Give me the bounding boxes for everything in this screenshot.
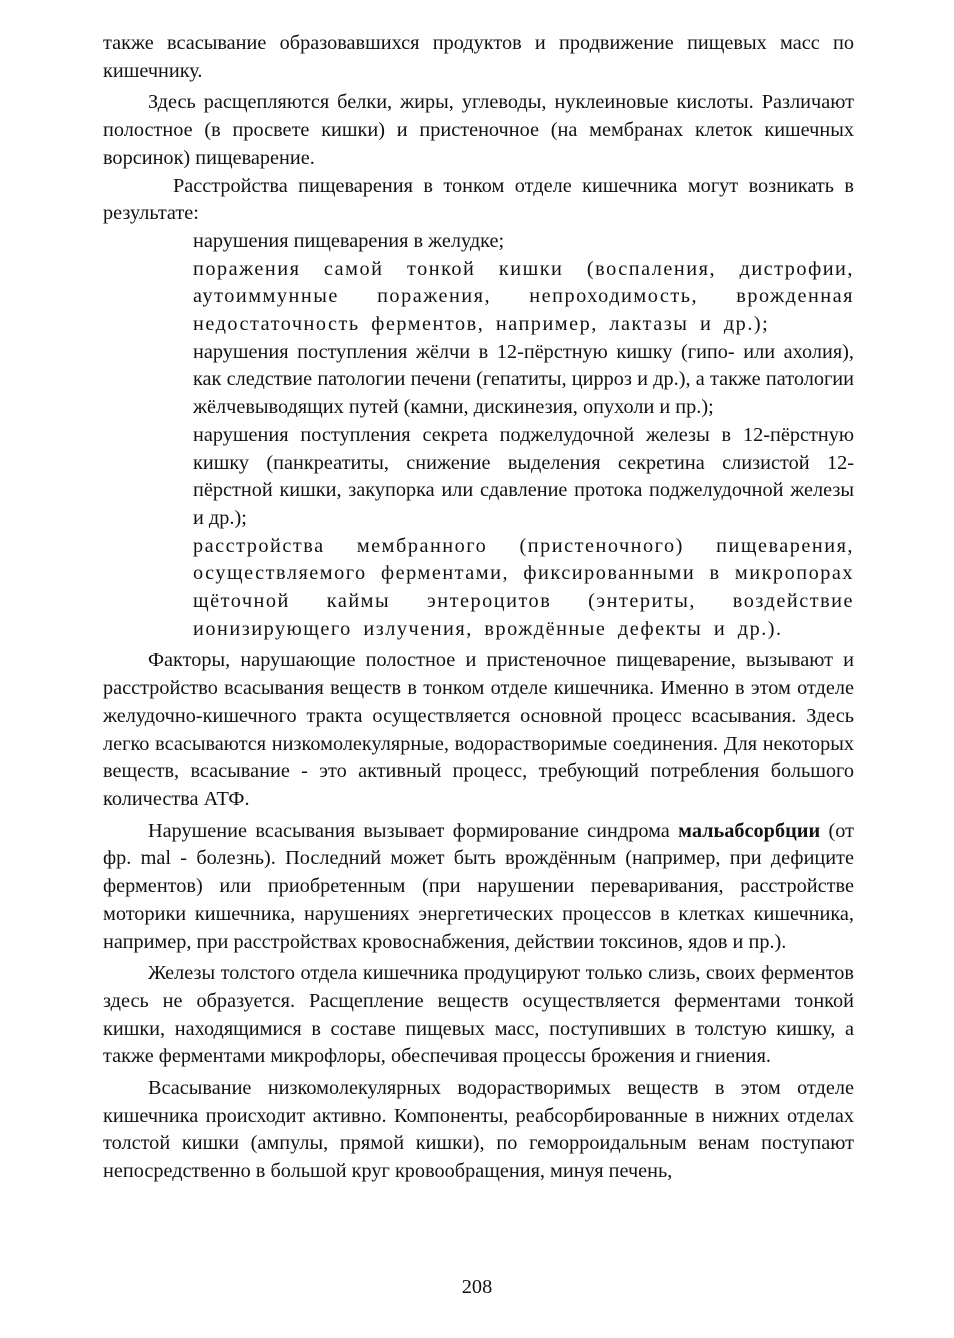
page-number: 208 — [461, 1276, 493, 1298]
list-item: нарушения пищеварения в желудке; — [193, 229, 505, 252]
list-item: нарушения поступления секрета поджелудочной железы в 12-пёрстную кишку (панкреатиты, снижение выделения секретина слизистой 12-пёрстной кишки, закупорка или сдавление протока поджелудочной железы и др.); — [193, 423, 854, 529]
paragraph-breakdown: Здесь расщепляются белки, жиры, углеводы, нуклеиновые кислоты. Различают полостное (в просвете кишки) и пристеночное (на мембранах клеток кишечных ворсинок) пищеварение. — [103, 91, 854, 169]
document-page — [103, 30, 854, 1186]
list-item: поражения самой тонкой кишки (воспаления, дистрофии, аутоиммунные поражения, непроходимость, врожденная недостаточность ферментов, например, лактазы и др.); — [193, 257, 854, 336]
paragraph-disorders-intro: Расстройства пищеварения в тонком отделе кишечника могут возникать в результате: — [103, 174, 854, 225]
paragraph-absorption: Факторы, нарушающие полостное и пристеночное пищеварение, вызывают и расстройство всасывания веществ в тонком отделе кишечника. Именно в этом отделе желудочно-кишечного тракта осуществляется основной процесс всасывания. Здесь легко всасываются низкомолекулярные, водорастворимые соединения. Для некоторых веществ, всасывание - это активный процесс, требующий потребления большого количества АТФ. — [103, 649, 854, 810]
paragraph-colon: Железы толстого отдела кишечника продуцируют только слизь, своих ферментов здесь не образуется. Расщепление веществ осуществляется ферментами тонкой кишки, находящимися в составе пищевых масс, поступивших в толстую кишку, а также ферментами микрофлоры, обеспечивая процессы брожения и гниения. — [103, 962, 854, 1068]
list-item: расстройства мембранного (пристеночного) пищеварения, осуществляемого ферментами, фиксированными в микропорах щёточной каймы энтероцитов (энтериты, воздействие ионизирующего излучения, врождённые дефекты и др.). — [193, 534, 854, 640]
paragraph-malabsorption — [103, 818, 854, 957]
list-item: нарушения поступления жёлчи в 12-пёрстную кишку (гипо- или ахолия), как следствие патологии печени (гепатиты, цирроз и др.), а также патологии жёлчевыводящих путей (камни, дискинезия, опухоли и пр.); — [193, 340, 854, 419]
causes-list — [103, 228, 854, 644]
paragraph-colon-absorption: Всасывание низкомолекулярных водорастворимых веществ в этом отделе кишечника происходит активно. Компоненты, реабсорбированные в нижних отделах толстой кишки (ампулы, прямой кишки), по геморроидальным венам поступают непосредственно в большой круг кровообращения, минуя печень, — [103, 1077, 854, 1183]
malabsorption-lead: Нарушение всасывания вызывает формирование синдрома — [148, 819, 670, 842]
malabsorption-rest: (от фр. mal - болезнь). Последний может быть врождённым (например, при дефиците ферментов) или приобретенным (при нарушении переваривания, расстройстве моторики кишечника, нарушениях энергетических процессов в клетках кишечника, например, при расстройствах кровоснабжения, действии токсинов, ядов и пр.). — [103, 819, 854, 953]
paragraph-continuation: также всасывание образовавшихся продуктов и продвижение пищевых масс по кишечнику. — [103, 32, 854, 82]
term-malabsorption: мальабсорбции — [678, 819, 821, 842]
